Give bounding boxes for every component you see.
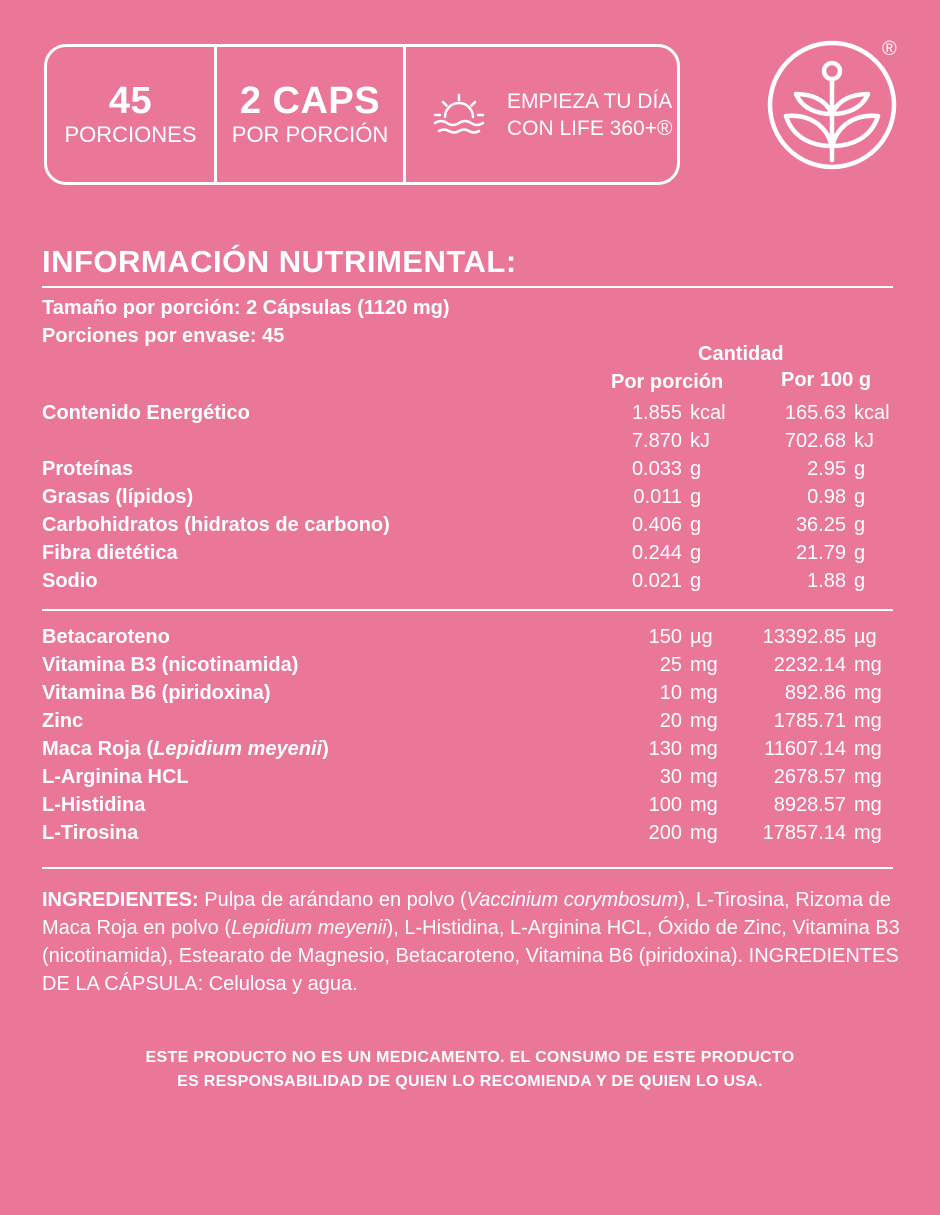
- nutrient-row: [42, 794, 902, 822]
- per-serving-unit: mg: [690, 766, 718, 788]
- servings-badge: [47, 47, 214, 182]
- per-100g-value: 892.86: [784, 682, 846, 704]
- per-100g-unit: mg: [854, 654, 882, 676]
- per-100g-value: 1785.71: [773, 710, 846, 732]
- sunrise-icon: [431, 91, 487, 139]
- per-serving-value: 25: [659, 654, 682, 676]
- per-serving-value: 0.021: [631, 570, 682, 592]
- per-serving-unit: µg: [690, 626, 713, 648]
- nutrient-label: Grasas (lípidos): [42, 486, 194, 508]
- registered-mark: ®: [882, 38, 897, 60]
- per-serving-value: 7.870: [631, 430, 682, 452]
- per-100g-unit: mg: [854, 766, 882, 788]
- nutrient-label: Sodio: [42, 570, 98, 592]
- nutrient-row: [42, 430, 902, 458]
- disclaimer-line-1: ESTE PRODUCTO NO ES UN MEDICAMENTO. EL CONSUMO DE ESTE PRODUCTO: [145, 1049, 795, 1066]
- per-100g-value: 21.79: [795, 542, 846, 564]
- nutrient-row: [42, 654, 902, 682]
- amount-header: Cantidad: [698, 343, 784, 365]
- servings-label: PORCIONES: [64, 121, 197, 147]
- per-100g-unit: g: [854, 486, 866, 508]
- nutrient-row: [42, 710, 902, 738]
- per-100g-value: 0.98: [807, 486, 846, 508]
- dose-label: POR PORCIÓN: [231, 121, 389, 147]
- nutrient-row: [42, 738, 902, 766]
- nutrient-label: Contenido Energético: [42, 402, 250, 424]
- nutrient-label: Fibra dietética: [42, 542, 178, 564]
- per-100g-unit: kcal: [854, 402, 890, 424]
- per-serving-value: 100: [648, 794, 682, 816]
- per-serving-value: 1.855: [631, 402, 682, 424]
- per-100g-value: 2678.57: [773, 766, 846, 788]
- nutrient-label: Zinc: [42, 710, 84, 732]
- per-100g-unit: g: [854, 458, 866, 480]
- slogan-line-1: EMPIEZA TU DÍA: [507, 89, 673, 113]
- nutrient-row: [42, 626, 902, 654]
- per-serving-value: 130: [648, 738, 682, 760]
- nutrient-label: Maca Roja (Lepidium meyenii): [42, 738, 329, 760]
- per-serving-unit: g: [690, 458, 702, 480]
- nutrient-label: Betacaroteno: [42, 626, 170, 648]
- nutrient-row: [42, 682, 902, 710]
- disclaimer-line-2: ES RESPONSABILIDAD DE QUIEN LO RECOMIENDA Y DE QUIEN LO USA.: [177, 1073, 763, 1090]
- disclaimer: [0, 1046, 940, 1094]
- per-serving-value: 10: [659, 682, 682, 704]
- per-serving-value: 200: [648, 822, 682, 844]
- nutrient-label: Vitamina B3 (nicotinamida): [42, 654, 299, 676]
- ingredients-text: Pulpa de arándano en polvo (: [198, 889, 467, 911]
- ingredients-latin-name: Lepidium meyenii: [230, 917, 387, 939]
- per-100g-value: 2.95: [807, 458, 846, 480]
- nutrient-row: [42, 570, 902, 598]
- per-serving-value: 30: [659, 766, 682, 788]
- per-100g-value: 2232.14: [773, 654, 846, 676]
- ingredients-text: ), L-Tirosina, Rizoma de Maca Roja en polvo (: [42, 889, 891, 939]
- slogan-line-2: CON LIFE 360+®: [507, 116, 673, 140]
- per-serving-unit: g: [690, 570, 702, 592]
- slogan-badge: [431, 47, 672, 182]
- per-serving-unit: mg: [690, 738, 718, 760]
- per-serving-unit: mg: [690, 654, 718, 676]
- per-100g-header: Por 100 g: [781, 369, 872, 391]
- per-100g-unit: g: [854, 542, 866, 564]
- per-serving-unit: g: [690, 514, 702, 536]
- nutrient-row: [42, 402, 902, 430]
- per-serving-header: Por porción: [611, 371, 724, 393]
- per-serving-value: 0.033: [631, 458, 682, 480]
- per-100g-value: 165.63: [784, 402, 846, 424]
- nutrient-label: L-Tirosina: [42, 822, 139, 844]
- per-serving-unit: kJ: [690, 430, 710, 452]
- divider-line: [42, 609, 893, 611]
- divider-line: [42, 867, 893, 869]
- per-100g-unit: g: [854, 514, 866, 536]
- nutrient-row: [42, 514, 902, 542]
- nutrient-label: Proteínas: [42, 458, 134, 480]
- servings-per-container: Porciones por envase: 45: [42, 325, 285, 347]
- nutrient-label: Vitamina B6 (piridoxina): [42, 682, 271, 704]
- nutrient-label: L-Histidina: [42, 794, 146, 816]
- per-serving-unit: g: [690, 486, 702, 508]
- per-serving-value: 150: [648, 626, 682, 648]
- per-100g-unit: mg: [854, 738, 882, 760]
- per-100g-value: 8928.57: [773, 794, 846, 816]
- ingredients-heading: INGREDIENTES:: [42, 889, 199, 911]
- per-100g-unit: mg: [854, 822, 882, 844]
- per-100g-unit: g: [854, 570, 866, 592]
- nutrient-label: L-Arginina HCL: [42, 766, 189, 788]
- serving-size: Tamaño por porción: 2 Cápsulas (1120 mg): [42, 297, 450, 319]
- servings-info-box: [44, 44, 680, 185]
- nutrient-label: Carbohidratos (hidratos de carbono): [42, 514, 390, 536]
- nutrient-row: [42, 542, 902, 570]
- per-100g-unit: mg: [854, 794, 882, 816]
- badge-divider: [403, 47, 406, 182]
- dose-badge: [217, 47, 403, 182]
- nutrient-row: [42, 822, 902, 850]
- per-serving-unit: mg: [690, 682, 718, 704]
- nutrition-title: INFORMACIÓN NUTRIMENTAL:: [42, 244, 517, 279]
- per-serving-unit: g: [690, 542, 702, 564]
- per-100g-value: 1.88: [807, 570, 846, 592]
- ingredients-text: ), L-Histidina, L-Arginina HCL, Óxido de Zinc, Vitamina B3 (nicotinamida), Estearato de Magnesio, Betacaroteno, Vitamina B6 (piridoxina). INGREDIENTES DE LA CÁPSULA: Celulosa y agua.: [42, 917, 900, 995]
- per-serving-value: 0.406: [631, 514, 682, 536]
- per-serving-unit: kcal: [690, 402, 726, 424]
- per-100g-value: 13392.85: [762, 626, 846, 648]
- per-100g-value: 702.68: [784, 430, 846, 452]
- per-serving-unit: mg: [690, 794, 718, 816]
- nutrient-row: [42, 458, 902, 486]
- nutrient-row: [42, 766, 902, 794]
- divider-line: [42, 286, 893, 288]
- per-100g-unit: kJ: [854, 430, 874, 452]
- per-100g-value: 11607.14: [764, 738, 846, 760]
- servings-number: 45: [108, 79, 153, 122]
- nutrient-row: [42, 486, 902, 514]
- per-serving-value: 0.011: [633, 486, 682, 508]
- ingredients-latin-name: Vaccinium corymbosum: [466, 889, 679, 911]
- per-serving-unit: mg: [690, 710, 718, 732]
- brand-logo: [766, 38, 906, 177]
- dose-number: 2 CAPS: [239, 79, 381, 122]
- per-100g-value: 36.25: [795, 514, 846, 536]
- per-100g-value: 17857.14: [762, 822, 846, 844]
- per-serving-value: 20: [659, 710, 682, 732]
- per-100g-unit: mg: [854, 710, 882, 732]
- per-100g-unit: mg: [854, 682, 882, 704]
- per-100g-unit: µg: [854, 626, 877, 648]
- ingredients-paragraph: [42, 886, 902, 998]
- per-serving-value: 0.244: [631, 542, 682, 564]
- per-serving-unit: mg: [690, 822, 718, 844]
